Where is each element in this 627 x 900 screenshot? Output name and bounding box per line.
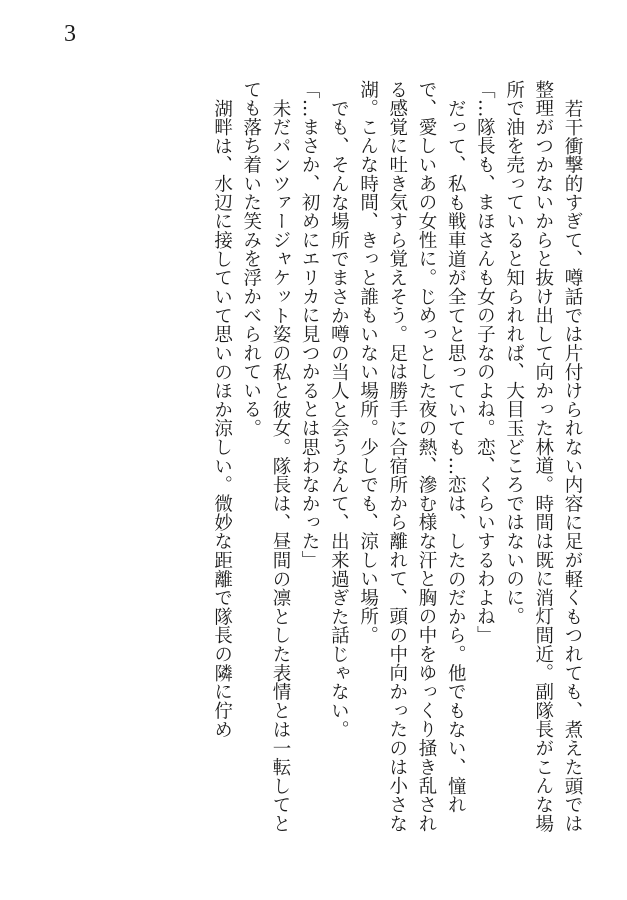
novel-text-block: [47, 80, 587, 840]
paragraph: だって、私も戦車道が全てと思っていても…恋は、したのだから。他でもない、憧れで、愛しいあの女性に。じめっとした夜の熱、滲む様な汗と胸の中をゆっくり掻き乱される感覚に吐き気すら覚えそう。足は勝手に合宿所から離れて、頭の中向かったのは小さな湖。こんな時間、きっと誰もいない場所。少しでも、涼しい場所。: [357, 80, 467, 833]
paragraph: 湖畔は、水辺に接していて思いのほか涼しい。微妙な距離で隊長の隣に佇め: [211, 98, 233, 739]
paragraph: 若干衝撃的すぎて、噂話では片付けられない内容に足が軽くもつれても、煮えた頭では整理がつかないからと抜け出して向かった林道。時間は既に消灯間近。副隊長がこんな場所で油を売っていると知られれば、大目玉どころではないのに。: [503, 80, 583, 833]
paragraph: 未だパンツァージャケット姿の私と彼女。隊長は、昼間の凛とした表情とは一転してとても落ち着いた笑みを浮かべられている。: [240, 80, 291, 833]
paragraph: でも、そんな場所でまさか噂の当人と会うなんて、出来過ぎた話じゃない。: [328, 98, 350, 739]
dialogue-line: 「…まさか、初めにエリカに見つかるとは思わなかった」: [299, 80, 321, 570]
dialogue-line: 「…隊長も、まほさんも女の子なのよね。恋、くらいするわよね」: [474, 80, 496, 645]
page-number: 3: [64, 21, 76, 47]
